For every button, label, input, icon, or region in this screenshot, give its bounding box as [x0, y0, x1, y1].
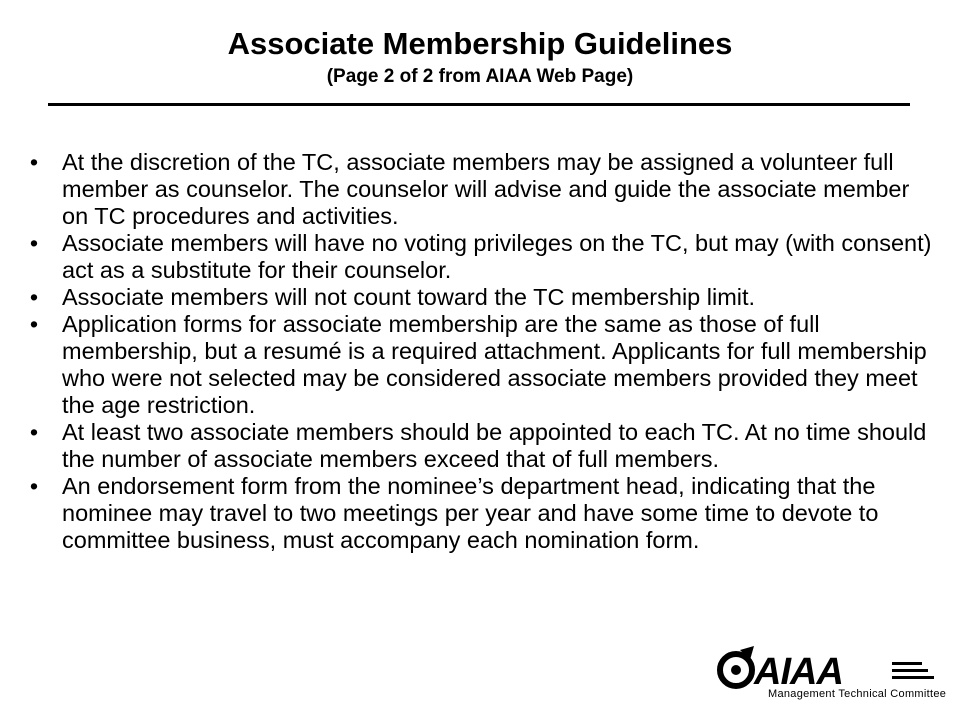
speed-stripes-icon: [892, 662, 934, 679]
list-item-text: At least two associate members should be appointed to each TC. At no time should the number of associate members exceed that of full members.: [62, 419, 927, 472]
bullet-icon: •: [29, 230, 39, 256]
list-item: [24, 230, 936, 284]
page-title: Associate Membership Guidelines: [227, 26, 733, 61]
slide-header: [0, 24, 960, 90]
list-item-text: An endorsement form from the nominee’s department head, indicating that the nominee may travel to two meetings per year and have some time to devote to committee business, must accompany each nomination form.: [62, 473, 879, 553]
title-divider: [48, 103, 910, 106]
list-item: [24, 473, 936, 554]
list-item-text: Application forms for associate membership are the same as those of full membership, but a resumé is a required attachment. Applicants for full membership who were not selected may be considered associate members provided they meet the age restriction.: [62, 311, 927, 418]
logo-caption: Management Technical Committee: [768, 688, 947, 700]
bullet-icon: •: [29, 149, 39, 175]
aiaa-emblem-icon: [720, 646, 754, 686]
logo-wordmark: AIAA: [754, 651, 843, 693]
bullet-icon: •: [29, 311, 39, 337]
list-item-text: Associate members will not count toward the TC membership limit.: [62, 284, 756, 310]
bullet-icon: •: [29, 284, 39, 310]
guideline-list: [24, 149, 936, 554]
list-item-text: At the discretion of the TC, associate members may be assigned a volunteer full member as counselor. The counselor will advise and guide the associate member on TC procedures and activities.: [62, 149, 910, 229]
list-item-text: Associate members will have no voting privileges on the TC, but may (with consent) act as a substitute for their counselor.: [62, 230, 932, 283]
list-item: [24, 311, 936, 419]
bullet-icon: •: [29, 419, 39, 445]
list-item: [24, 419, 936, 473]
list-item: [24, 284, 936, 311]
bullet-icon: •: [29, 473, 39, 499]
list-item: [24, 149, 936, 230]
page-subtitle: (Page 2 of 2 from AIAA Web Page): [326, 66, 634, 87]
